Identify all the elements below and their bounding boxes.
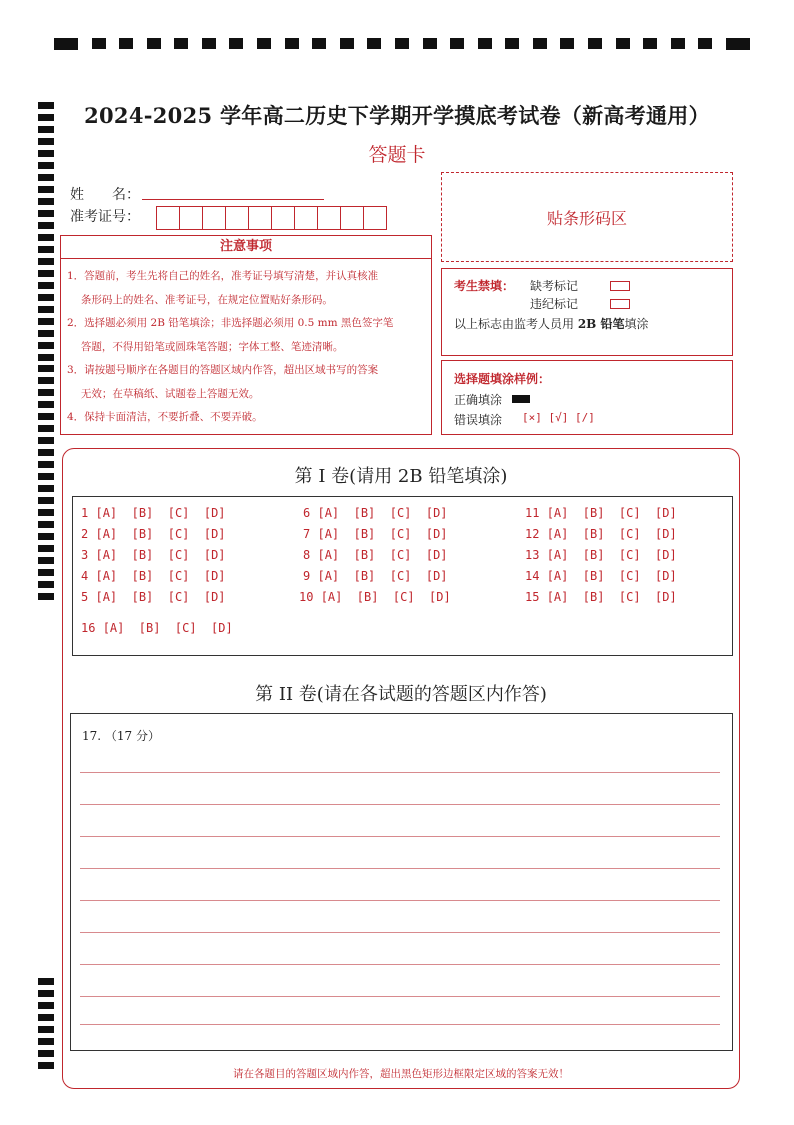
question-row-10[interactable]: 10 [A] [B] [C] [D] xyxy=(299,590,451,604)
timing-mark xyxy=(560,38,574,49)
question-17-label: 17. （17 分） xyxy=(82,729,160,743)
timing-mark xyxy=(533,38,547,49)
name-field[interactable] xyxy=(142,199,324,200)
timing-mark xyxy=(478,38,492,49)
id-digit-box[interactable] xyxy=(179,206,203,230)
id-digit-box[interactable] xyxy=(156,206,180,230)
notice-line: 无效；在草稿纸、试题卷上答题无效。 xyxy=(67,387,260,400)
wrong-fill-label: 错误填涂 xyxy=(454,413,503,427)
writing-line xyxy=(80,900,720,901)
question-row-5[interactable]: 5 [A] [B] [C] [D] xyxy=(81,590,226,604)
notice-line: 1．答题前，考生先将自己的姓名，准考证号填写清楚，并认真核准 xyxy=(67,270,379,282)
id-digit-box[interactable] xyxy=(248,206,272,230)
timing-mark xyxy=(119,38,133,49)
timing-mark xyxy=(92,38,106,49)
writing-line xyxy=(80,964,720,965)
question-row-15[interactable]: 15 [A] [B] [C] [D] xyxy=(525,590,677,604)
timing-mark xyxy=(671,38,685,49)
timing-mark xyxy=(505,38,519,49)
id-number-boxes[interactable] xyxy=(156,206,386,230)
question-row-1[interactable]: 1 [A] [B] [C] [D] xyxy=(81,506,226,520)
side-timing-marks-bottom xyxy=(38,978,54,1074)
question-row-7[interactable]: 7 [A] [B] [C] [D] xyxy=(303,527,448,541)
question-row-14[interactable]: 14 [A] [B] [C] [D] xyxy=(525,569,677,583)
timing-mark xyxy=(588,38,602,49)
timing-mark xyxy=(285,38,299,49)
question-row-3[interactable]: 3 [A] [B] [C] [D] xyxy=(81,548,226,562)
timing-mark xyxy=(229,38,243,49)
forbidden-note-bold: 2B 铅笔 xyxy=(577,317,625,331)
timing-mark xyxy=(395,38,409,49)
timing-mark xyxy=(726,38,750,50)
side-timing-marks-middle xyxy=(38,365,54,605)
question-row-13[interactable]: 13 [A] [B] [C] [D] xyxy=(525,548,677,562)
id-digit-box[interactable] xyxy=(340,206,364,230)
fill-sample-box xyxy=(441,360,733,435)
multiple-choice-area xyxy=(72,496,733,656)
timing-mark xyxy=(616,38,630,49)
writing-line xyxy=(80,1024,720,1025)
writing-line xyxy=(80,772,720,773)
notice-heading: 注意事项 xyxy=(60,235,432,259)
barcode-label: 贴条形码区 xyxy=(546,208,627,228)
timing-mark xyxy=(450,38,464,49)
notice-line: 2．选择题必须用 2B 铅笔填涂；非选择题必须用 0.5 mm 黑色签字笔 xyxy=(67,317,394,329)
id-digit-box[interactable] xyxy=(317,206,341,230)
top-timing-marks xyxy=(54,38,750,52)
question-row-12[interactable]: 12 [A] [B] [C] [D] xyxy=(525,527,677,541)
question-row-11[interactable]: 11 [A] [B] [C] [D] xyxy=(525,506,677,520)
barcode-area xyxy=(441,172,733,262)
id-label: 准考证号： xyxy=(70,209,140,225)
forbidden-note xyxy=(454,315,649,332)
writing-line xyxy=(80,804,720,805)
timing-mark xyxy=(643,38,657,49)
id-digit-box[interactable] xyxy=(363,206,387,230)
page-title: 2024-2025 学年高二历史下学期开学摸底考试卷（新高考通用） xyxy=(84,103,710,128)
question-row-9[interactable]: 9 [A] [B] [C] [D] xyxy=(303,569,448,583)
question-row-16[interactable]: 16 [A] [B] [C] [D] xyxy=(81,621,233,635)
forbidden-note-suffix: 填涂 xyxy=(624,317,649,331)
examinee-forbidden-box xyxy=(441,268,733,356)
absent-mark-label: 缺考标记 xyxy=(530,279,579,293)
forbidden-note-prefix: 以上标志由监考人员用 xyxy=(454,317,578,331)
absent-mark-box[interactable] xyxy=(610,281,630,291)
writing-line xyxy=(80,836,720,837)
id-digit-box[interactable] xyxy=(225,206,249,230)
id-digit-box[interactable] xyxy=(202,206,226,230)
footer-note: 请在各题目的答题区域内作答，超出黑色矩形边框限定区域的答案无效！ xyxy=(233,1068,569,1080)
timing-mark xyxy=(54,38,78,50)
notice-line: 答题，不得用铅笔或圆珠笔答题；字体工整、笔迹清晰。 xyxy=(67,340,344,353)
correct-fill-example xyxy=(512,395,530,403)
name-label: 姓 名： xyxy=(70,187,140,203)
notice-body xyxy=(60,258,432,435)
page-subtitle: 答题卡 xyxy=(368,144,426,166)
question-row-4[interactable]: 4 [A] [B] [C] [D] xyxy=(81,569,226,583)
timing-mark xyxy=(174,38,188,49)
timing-mark xyxy=(202,38,216,49)
timing-mark xyxy=(312,38,326,49)
timing-mark xyxy=(423,38,437,49)
id-digit-box[interactable] xyxy=(294,206,318,230)
notice-line: 3．请按题号顺序在各题目的答题区域内作答，超出区域书写的答案 xyxy=(67,364,379,376)
id-digit-box[interactable] xyxy=(271,206,295,230)
forbidden-label: 考生禁填： xyxy=(454,279,515,293)
notice-line: 条形码上的姓名、准考证号，在规定位置贴好条形码。 xyxy=(67,293,333,306)
violation-mark-label: 违纪标记 xyxy=(530,297,579,311)
section2-title: 第 II 卷(请在各试题的答题区内作答) xyxy=(255,684,547,705)
question-row-2[interactable]: 2 [A] [B] [C] [D] xyxy=(81,527,226,541)
question-row-6[interactable]: 6 [A] [B] [C] [D] xyxy=(303,506,448,520)
question-row-8[interactable]: 8 [A] [B] [C] [D] xyxy=(303,548,448,562)
writing-line xyxy=(80,868,720,869)
violation-mark-box[interactable] xyxy=(610,299,630,309)
correct-fill-label: 正确填涂 xyxy=(454,393,503,407)
wrong-fill-examples: [×] [√] [/] xyxy=(522,411,595,424)
timing-mark xyxy=(698,38,712,49)
timing-mark xyxy=(340,38,354,49)
section1-title: 第 I 卷(请用 2B 铅笔填涂) xyxy=(294,466,508,487)
writing-line xyxy=(80,996,720,997)
timing-mark xyxy=(367,38,381,49)
short-answer-area[interactable] xyxy=(70,713,733,1051)
writing-line xyxy=(80,932,720,933)
sample-label: 选择题填涂样例： xyxy=(454,372,551,386)
timing-mark xyxy=(257,38,271,49)
timing-mark xyxy=(147,38,161,49)
notice-line: 4．保持卡面清洁，不要折叠、不要弄破。 xyxy=(67,411,263,423)
